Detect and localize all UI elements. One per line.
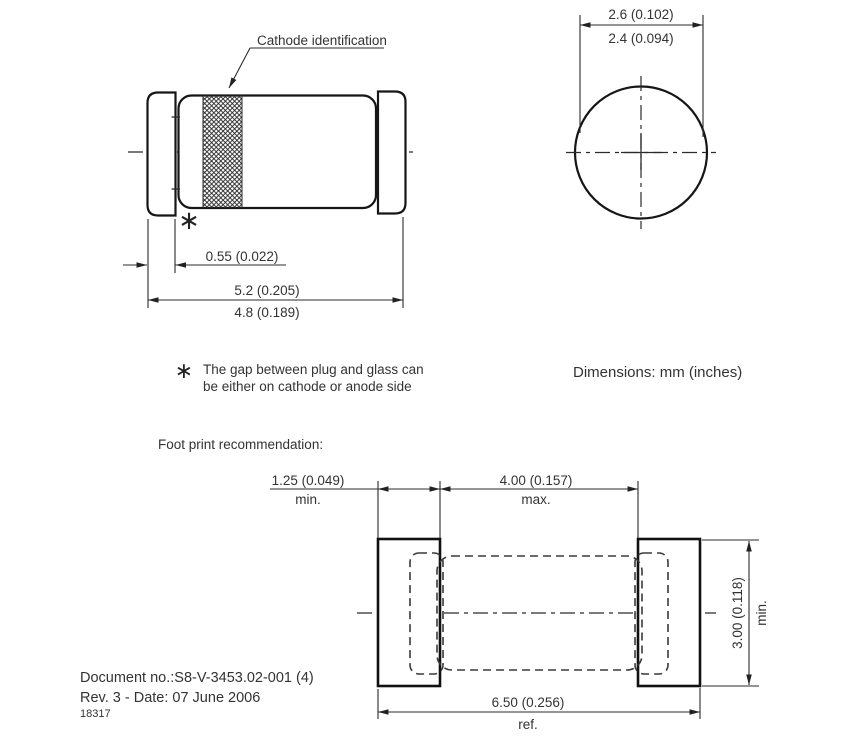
dim-label-pad-gap: 4.00 (0.157) (499, 473, 573, 488)
footprint-drawing (158, 437, 769, 732)
units-label: Dimensions: mm (inches) (573, 364, 743, 381)
dim-label-pad-width: 1.25 (0.049) (271, 473, 345, 488)
footprint-top-dimensions (270, 473, 638, 538)
cathode-identification-label: Cathode identification (257, 33, 387, 48)
gap-asterisk-marker: ∗ (178, 205, 200, 235)
dim-label-diameter-min: 2.4 (0.094) (608, 31, 674, 46)
revision-date: Rev. 3 - Date: 07 June 2006 (80, 690, 261, 706)
cathode-band (203, 96, 242, 209)
cathode-callout (229, 33, 387, 88)
note-line-1: The gap between plug and glass can (203, 362, 424, 377)
dim-label-plug-width: 0.55 (0.022) (205, 249, 279, 264)
dim-label-length-max: 5.2 (0.205) (234, 283, 300, 298)
dim-qualifier-pad-height: min. (754, 600, 769, 626)
dim-label-pad-height: 3.00 (0.118) (730, 577, 745, 649)
callout-arrow (229, 48, 250, 88)
side-view (123, 33, 417, 320)
document-info (80, 670, 314, 720)
end-view (566, 7, 716, 229)
pad-right (638, 539, 700, 686)
footprint-title: Foot print recommendation: (158, 437, 324, 452)
note-asterisk-marker: ∗ (174, 358, 194, 383)
dim-label-diameter-max: 2.6 (0.102) (608, 7, 674, 22)
dim-label-length-min: 4.8 (0.189) (234, 305, 300, 320)
footprint-total-dimension (378, 688, 700, 732)
dim-qualifier-total-width: ref. (518, 717, 538, 732)
left-end-cap (148, 93, 176, 216)
note-line-2: be either on cathode or anode side (203, 379, 412, 394)
dim-qualifier-pad-width: min. (295, 492, 321, 507)
dim-label-total-width: 6.50 (0.256) (491, 695, 565, 710)
side-view-dimensions (123, 217, 403, 320)
document-number: Document no.:S8-V-3453.02-001 (4) (80, 670, 314, 686)
gap-note (175, 358, 424, 394)
right-end-cap (378, 92, 406, 214)
document-code: 18317 (80, 708, 111, 720)
pad-left (378, 539, 440, 686)
dim-qualifier-pad-gap: max. (521, 492, 551, 507)
